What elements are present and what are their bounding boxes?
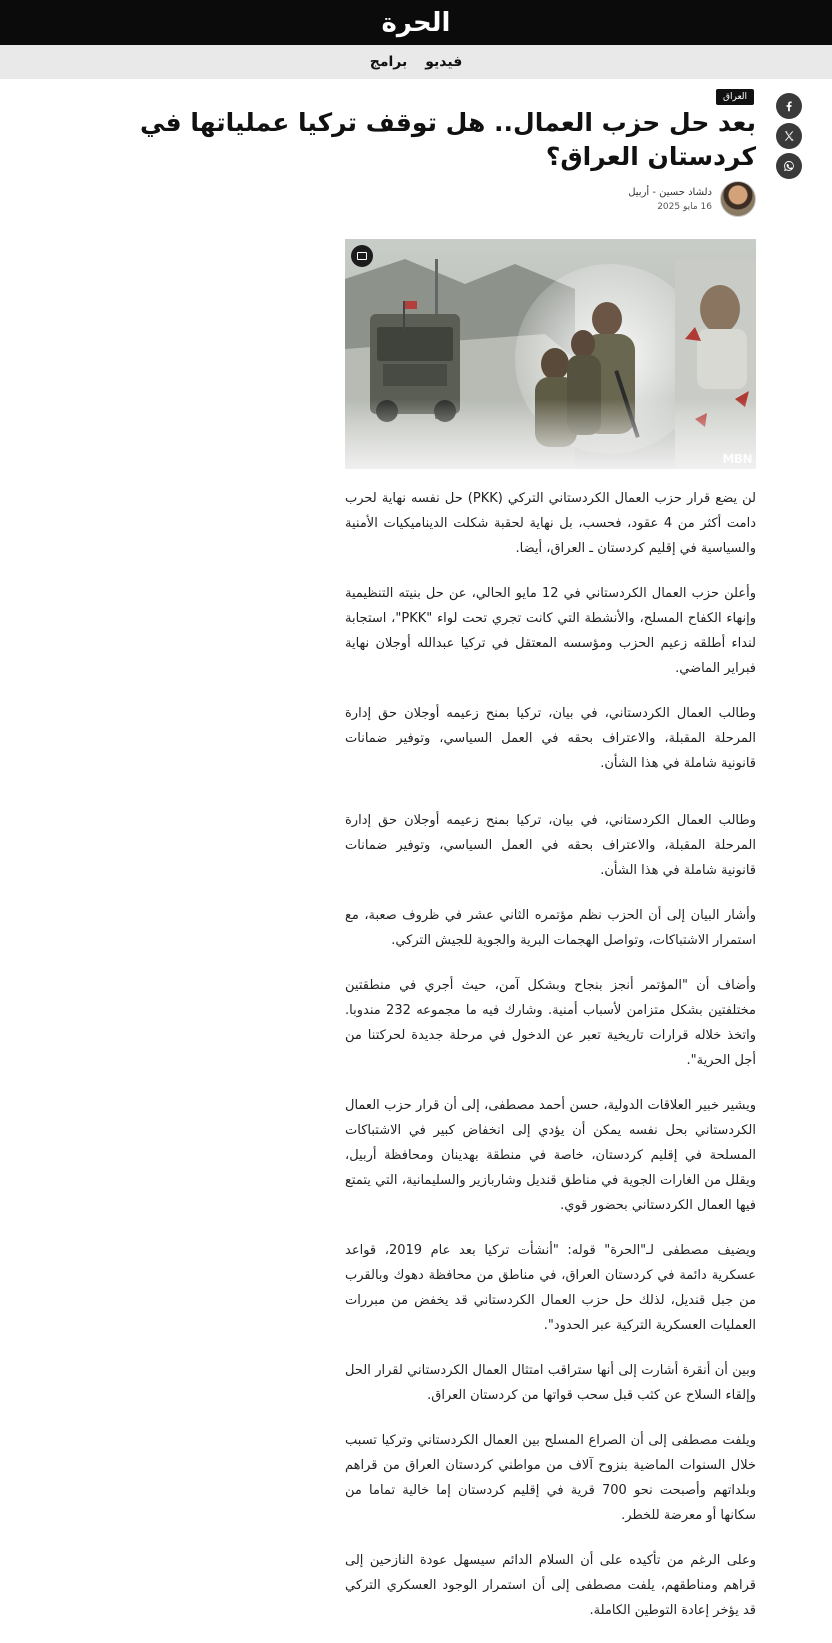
hero-illustration — [345, 239, 756, 469]
share-bar — [774, 93, 802, 179]
article-body — [345, 486, 756, 1643]
nav-item-programs[interactable]: برامج — [369, 54, 408, 70]
article-paragraph: وطالب العمال الكردستاني، في بيان، تركيا بمنح زعيمه أوجلان حق إدارة المرحلة المقبلة، والاعتراف بحقه في العمل السياسي، وتوفير ضمانات قانونية شاملة في هذا الشأن. — [345, 706, 756, 771]
article-paragraph: وأضاف أن "المؤتمر أنجز بنجاح وبشكل آمن، حيث أجري في منطقتين مختلفتين بشكل متزامن لأسباب أمنية. وشارك فيه ما مجموعه 232 مندوبا. واتخذ خلاله قرارات تاريخية تعبر عن الدخول في مرحلة جديدة لحركتنا من أجل الحرية". — [345, 978, 756, 1068]
nav-item-video[interactable]: فيديو — [425, 54, 463, 70]
hero-image[interactable] — [345, 239, 756, 469]
author-avatar[interactable] — [720, 181, 756, 217]
x-share-button[interactable] — [776, 123, 802, 149]
article-paragraph: ويشير خبير العلاقات الدولية، حسن أحمد مصطفى، إلى أن قرار حزب العمال الكردستاني بحل نفسه يمكن أن يؤدي إلى انخفاض كبير في الاشتباكات المسلحة في إقليم كردستان، خاصة في منطقة بهدينان ومحافظة أربيل، ويقلل من الغارات الجوية في مناطق قنديل وشاربازير والسليمانية، التي يتمتع فيها العمال الكردستاني بحضور قوي. — [345, 1098, 756, 1213]
site-logo[interactable]: الحرة — [381, 7, 451, 38]
author-name[interactable]: دلشاد حسين - أربيل — [628, 186, 712, 198]
whatsapp-icon — [782, 159, 796, 173]
top-header — [0, 0, 832, 45]
article-paragraph: وطالب العمال الكردستاني، في بيان، تركيا بمنح زعيمه أوجلان حق إدارة المرحلة المقبلة، والاعتراف بحقه في العمل السياسي، وتوفير ضمانات قانونية شاملة في هذا الشأن. — [345, 813, 756, 878]
article-paragraph: ويضيف مصطفى لـ"الحرة" قوله: "أنشأت تركيا بعد عام 2019، قواعد عسكرية دائمة في كردستان العراق، في مناطق من محافظة دهوك وبالقرب من جبل قنديل، لذلك حل حزب العمال الكردستاني قد يخفض من مبررات العمليات العسكرية التركية عبر الحدود". — [345, 1243, 757, 1333]
article-paragraph: وأعلن حزب العمال الكردستاني في 12 مايو الحالي، عن حل بنيته التنظيمية وإنهاء الكفاح المسلح، والأنشطة التي كانت تجري تحت لواء "PKK"، استجابة لنداء أطلقه زعيم الحزب ومؤسسه المعتقل في تركيا عبدالله أوجلان نهاية فبراير الماضي. — [345, 586, 756, 676]
article-paragraph: وبين أن أنقرة أشارت إلى أنها ستراقب امتثال العمال الكردستاني لقرار الحل وإلقاء السلاح عن كثب قبل سحب قواتها من كردستان العراق. — [345, 1363, 756, 1403]
whatsapp-share-button[interactable] — [776, 153, 802, 179]
sub-navigation — [0, 45, 832, 79]
facebook-icon — [782, 99, 796, 113]
article-paragraph: وأشار البيان إلى أن الحزب نظم مؤتمره الثاني عشر في ظروف صعبة، مع استمرار الاشتباكات، وتواصل الهجمات البرية والجوية للجيش التركي. — [345, 908, 756, 948]
article-paragraph: وعلى الرغم من تأكيده على أن السلام الدائم سيسهل عودة النازحين إلى قراهم ومناطقهم، يلفت مصطفى إلى أن استمرار الوجود العسكري التركي قد يؤخر إعادة التوطين الكاملة. — [345, 1553, 756, 1618]
article-title: بعد حل حزب العمال.. هل توقف تركيا عملياتها في كردستان العراق؟ — [140, 108, 756, 171]
publish-date: 16 مايو 2025 — [657, 201, 712, 212]
article-paragraph: ويلفت مصطفى إلى أن الصراع المسلح بين العمال الكردستاني وتركيا تسبب خلال السنوات الماضية بنزوح آلاف من مواطني كردستان العراق من قراهم وبلداتهم وأصبحت نحو 700 قرية في إقليم كردستان إما خالية تماما من سكانها أو معرضة للخطر. — [345, 1433, 757, 1523]
article-paragraph: لن يضع قرار حزب العمال الكردستاني التركي (PKK) حل نفسه نهاية لحرب دامت أكثر من 4 عقود، فحسب، بل نهاية لحقبة شكلت الديناميكيات الأمنية والسياسية في إقليم كردستان ـ العراق، أيضا. — [345, 491, 756, 556]
byline-text — [628, 187, 712, 212]
image-watermark: MBN — [722, 452, 752, 466]
facebook-share-button[interactable] — [776, 93, 802, 119]
x-icon — [782, 129, 796, 143]
category-tag[interactable]: العراق — [716, 89, 754, 105]
gallery-icon[interactable] — [351, 245, 373, 267]
byline — [560, 180, 756, 218]
